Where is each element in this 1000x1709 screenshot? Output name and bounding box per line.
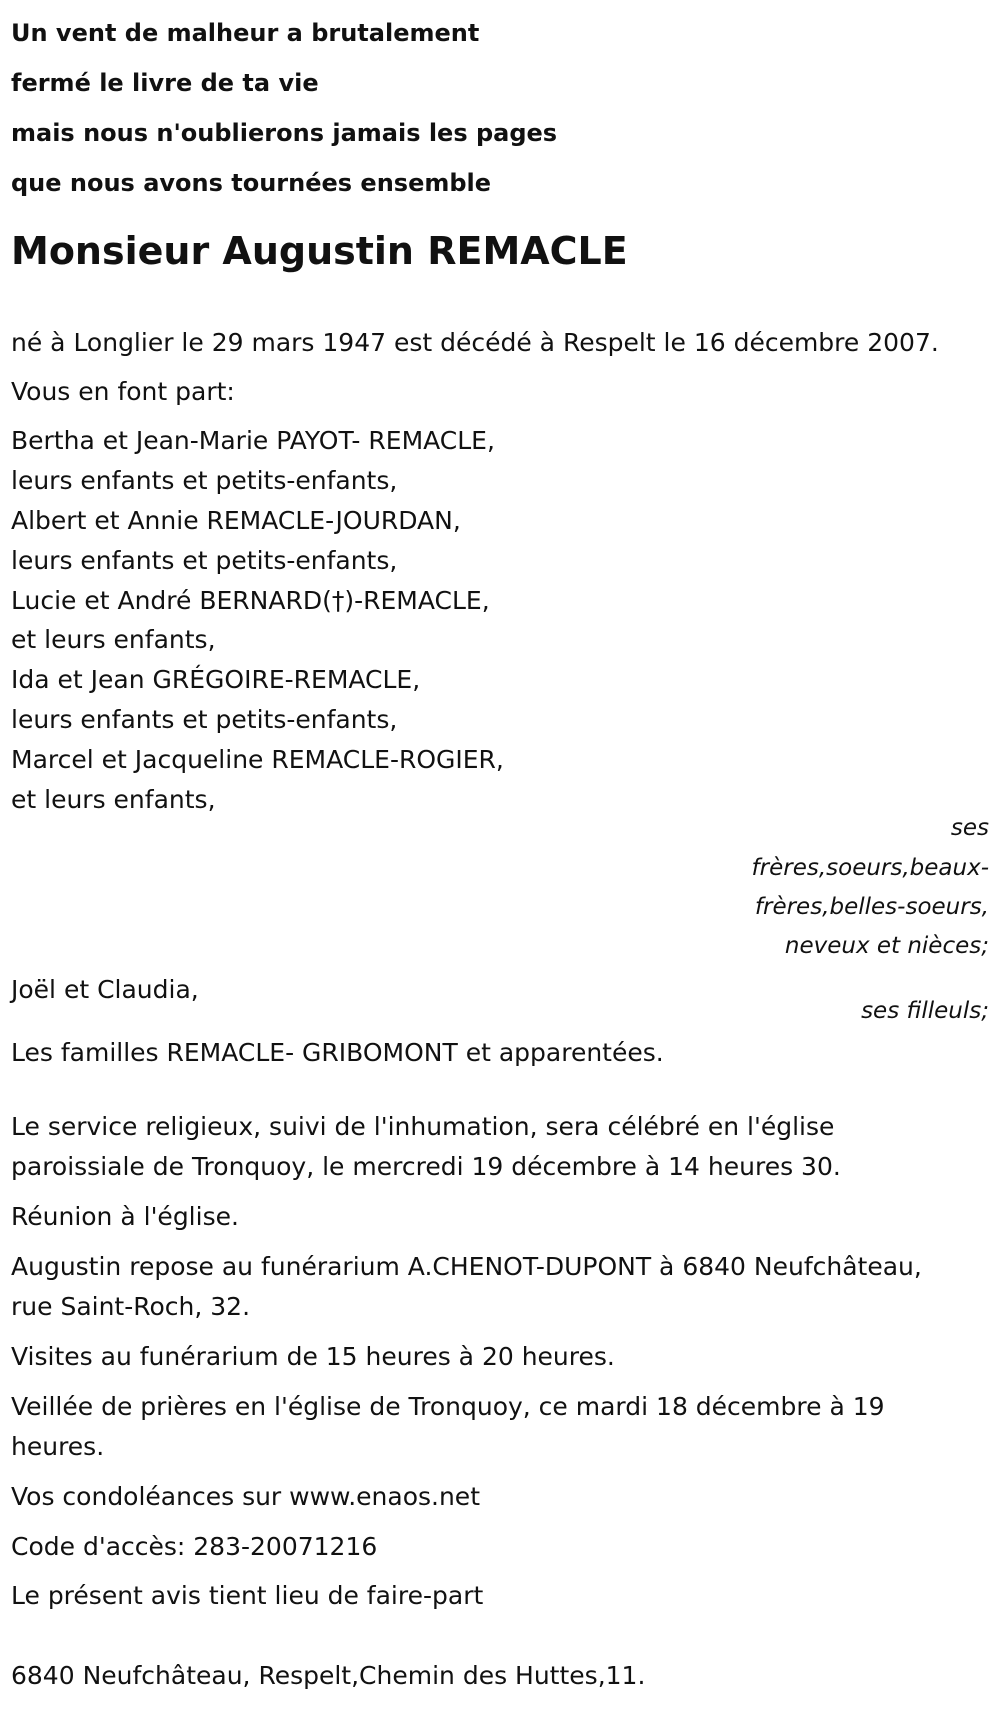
deceased-name: Monsieur Augustin REMACLE bbox=[11, 229, 628, 273]
family-line: Ida et Jean GRÉGOIRE-REMACLE, bbox=[11, 665, 421, 694]
condolences-line: Vos condoléances sur www.enaos.net bbox=[11, 1482, 480, 1511]
poem bbox=[11, 8, 557, 208]
family-line: Bertha et Jean-Marie PAYOT- REMACLE, bbox=[11, 426, 495, 455]
family-line: Albert et Annie REMACLE-JOURDAN, bbox=[11, 506, 461, 535]
service-line: Le service religieux, suivi de l'inhumation, sera célébré en l'église bbox=[11, 1112, 835, 1141]
rest-line: rue Saint-Roch, 32. bbox=[11, 1292, 251, 1321]
role-line: frères,soeurs,beaux- bbox=[751, 855, 989, 881]
address-line: 6840 Neufchâteau, Respelt,Chemin des Huttes,11. bbox=[11, 1661, 646, 1690]
birth-death-line: né à Longlier le 29 mars 1947 est décédé à Respelt le 16 décembre 2007. bbox=[11, 328, 939, 357]
family-line: et leurs enfants, bbox=[11, 625, 216, 654]
vigil-line: Veillée de prières en l'église de Tronquoy, ce mardi 18 décembre à 19 bbox=[11, 1392, 885, 1421]
family-line: Marcel et Jacqueline REMACLE-ROGIER, bbox=[11, 745, 504, 774]
announcement-line: Vous en font part: bbox=[11, 377, 235, 406]
poem-line: que nous avons tournées ensemble bbox=[11, 169, 492, 197]
vigil-line: heures. bbox=[11, 1432, 105, 1461]
poem-line: mais nous n'oublierons jamais les pages bbox=[11, 119, 558, 147]
notice-line: Le présent avis tient lieu de faire-part bbox=[11, 1581, 484, 1610]
godchildren-role: ses filleuls; bbox=[861, 998, 989, 1024]
family-line: Lucie et André BERNARD(†)-REMACLE, bbox=[11, 586, 490, 615]
rest-line: Augustin repose au funérarium A.CHENOT-DUPONT à 6840 Neufchâteau, bbox=[11, 1252, 922, 1281]
family-line: leurs enfants et petits-enfants, bbox=[11, 705, 398, 734]
family-line: leurs enfants et petits-enfants, bbox=[11, 546, 398, 575]
godchildren-line: Joël et Claudia, bbox=[11, 975, 199, 1004]
service-line: paroissiale de Tronquoy, le mercredi 19 décembre à 14 heures 30. bbox=[11, 1152, 841, 1181]
families-line: Les familles REMACLE- GRIBOMONT et apparentées. bbox=[11, 1038, 664, 1067]
family-line: et leurs enfants, bbox=[11, 785, 216, 814]
poem-line: fermé le livre de ta vie bbox=[11, 69, 319, 97]
role-line: frères,belles-soeurs, bbox=[754, 894, 989, 920]
role-line: ses bbox=[950, 815, 989, 841]
visits-line: Visites au funérarium de 15 heures à 20 heures. bbox=[11, 1342, 615, 1371]
access-code-line: Code d'accès: 283-20071216 bbox=[11, 1532, 378, 1561]
meeting-line: Réunion à l'église. bbox=[11, 1202, 239, 1231]
poem-line: Un vent de malheur a brutalement bbox=[11, 19, 480, 47]
role-line: neveux et nièces; bbox=[784, 933, 989, 959]
family-line: leurs enfants et petits-enfants, bbox=[11, 466, 398, 495]
